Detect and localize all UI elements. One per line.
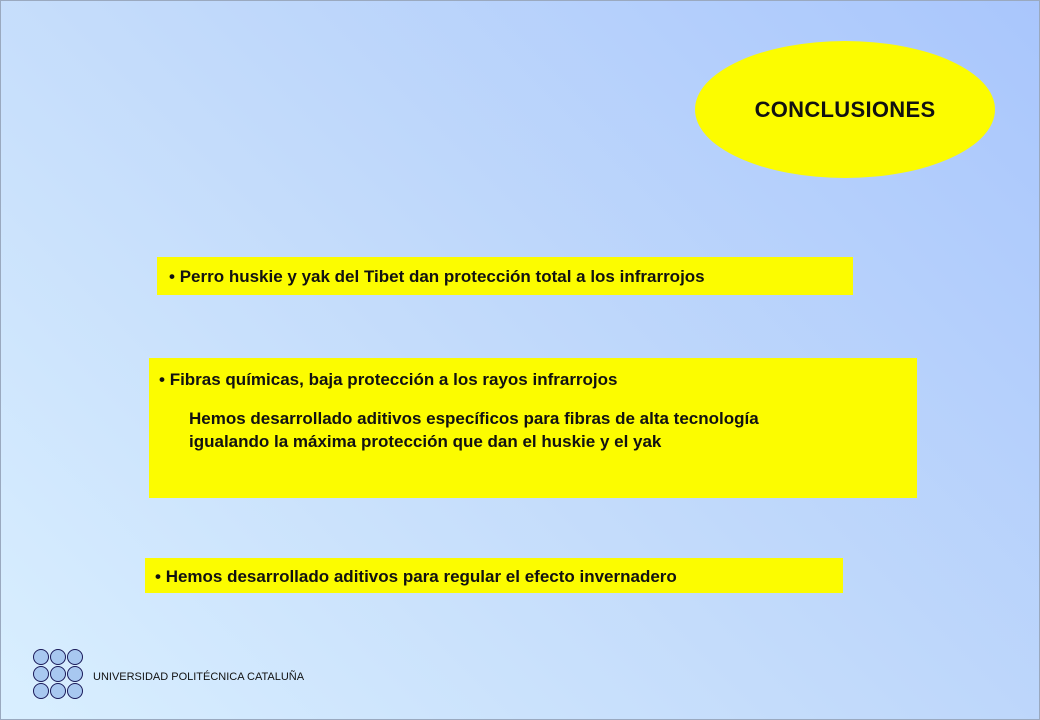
conclusion-text-1: Perro huskie y yak del Tibet dan protección total a los infrarrojos (179, 267, 705, 286)
logo-dot (67, 666, 83, 682)
conclusion-text-2: Fibras químicas, baja protección a los rayos infrarrojos (169, 370, 618, 389)
detail-line-1: Hemos desarrollado aditivos específicos para fibras de alta tecnología (189, 409, 759, 428)
detail-line-2: igualando la máxima protección que dan el huskie y el yak (189, 432, 662, 451)
bullet-icon: • (155, 567, 161, 586)
conclusion-text-3: Hemos desarrollado aditivos para regular el efecto invernadero (165, 567, 677, 586)
slide-title: CONCLUSIONES (754, 96, 936, 122)
logo-dot (50, 666, 66, 682)
logo-dot (33, 666, 49, 682)
conclusion-box-1 (157, 257, 853, 295)
conclusion-point-1 (169, 265, 853, 288)
conclusion-point-3 (155, 565, 843, 588)
bullet-icon: • (159, 370, 165, 389)
logo-dot (33, 649, 49, 665)
logo-dot (33, 683, 49, 699)
conclusion-box-3 (145, 558, 843, 593)
logo-dot (67, 649, 83, 665)
conclusion-point-2 (159, 368, 917, 391)
university-logo-icon (33, 649, 83, 697)
title-ellipse (695, 41, 995, 178)
logo-dot (50, 683, 66, 699)
bullet-icon: • (169, 267, 175, 286)
logo-dot (67, 683, 83, 699)
logo-dot (50, 649, 66, 665)
conclusion-box-2 (149, 358, 917, 498)
university-name: UNIVERSIDAD POLITÉCNICA CATALUÑA (93, 671, 305, 683)
